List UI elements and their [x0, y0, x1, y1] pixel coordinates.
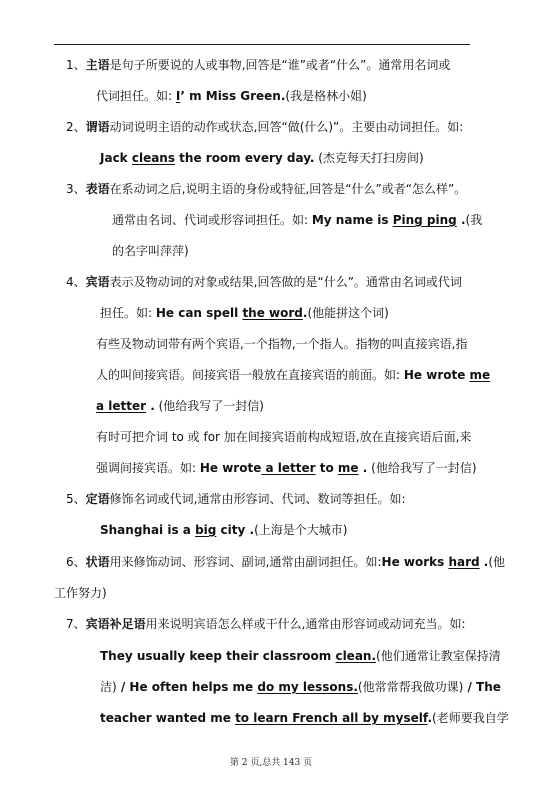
item-adverbial: 6、状语用来修饰动词、形容词、副词,通常由副词担任。如:He works hard .(他 — [66, 555, 506, 569]
complement-example-2: 洁) / He often helps me do my lessons.(他常常帮我做功课) / The — [100, 680, 501, 694]
item-object: 4、宾语表示及物动词的对象或结果,回答做的是“什么”。通常由名词或代词 — [66, 275, 462, 289]
item-number: 1、 — [66, 58, 86, 72]
predicate-example: Jack cleans the room every day. (杰克每天打扫房间) — [100, 151, 424, 165]
adverbial-example-cont: 工作努力) — [54, 586, 107, 600]
page-footer: 第 2 页,总共 143 页 — [229, 758, 313, 768]
item-predicate: 2、谓语动词说明主语的动作或状态,回答“做(什么)”。主要由动词担任。如: — [66, 120, 464, 134]
predicative-example-cont: 的名字叫萍萍) — [112, 244, 189, 258]
object-note-5: 强调间接宾语。如: He wrote a letter to me . (他给我写了一封信) — [96, 461, 477, 475]
item-subject — [66, 55, 450, 75]
complement-example-1: They usually keep their classroom clean.(他们通常让教室保持清 — [100, 649, 501, 663]
item-text: 是句子所要说的人或事物,回答是“谁”或者“什么”。通常用名词或 — [109, 58, 451, 72]
term-attribute: 定语 — [85, 492, 110, 506]
term-subject: 主语 — [85, 58, 110, 72]
item-predicative: 3、表语在系动词之后,说明主语的身份或特征,回答是“什么”或者“怎么样”。 — [66, 182, 467, 196]
object-note-3: a letter . (他给我写了一封信) — [96, 399, 264, 413]
term-adverbial: 状语 — [85, 555, 110, 569]
object-note-1: 有些及物动词带有两个宾语,一个指物,一个指人。指物的叫直接宾语,指 — [96, 337, 468, 351]
attribute-example: Shanghai is a big city .(上海是个大城市) — [100, 523, 348, 537]
term-predicative: 表语 — [85, 182, 110, 196]
predicative-example: 通常由名词、代词或形容词担任。如: My name is Ping ping .(我 — [112, 213, 483, 227]
term-object-complement: 宾语补足语 — [85, 617, 146, 631]
object-note-4: 有时可把介词 to 或 for 加在间接宾语前构成短语,放在直接宾语后面,来 — [96, 430, 472, 444]
term-object: 宾语 — [85, 275, 110, 289]
term-predicate: 谓语 — [85, 120, 110, 134]
object-note-2: 人的叫间接宾语。间接宾语一般放在直接宾语的前面。如: He wrote me — [96, 368, 491, 382]
object-example: 担任。如: He can spell the word.(他能拼这个词) — [100, 306, 389, 320]
item-attribute: 5、定语修饰名词或代词,通常由形容词、代词、数词等担任。如: — [66, 492, 406, 506]
header-rule — [54, 44, 470, 45]
complement-example-3: teacher wanted me to learn French all by myself.(老师要我自学 — [100, 711, 509, 725]
subject-example: 代词担任。如: I’ m Miss Green.(我是格林小姐) — [96, 89, 367, 103]
item-object-complement: 7、宾语补足语用来说明宾语怎么样或干什么,通常由形容词或动词充当。如: — [66, 617, 466, 631]
